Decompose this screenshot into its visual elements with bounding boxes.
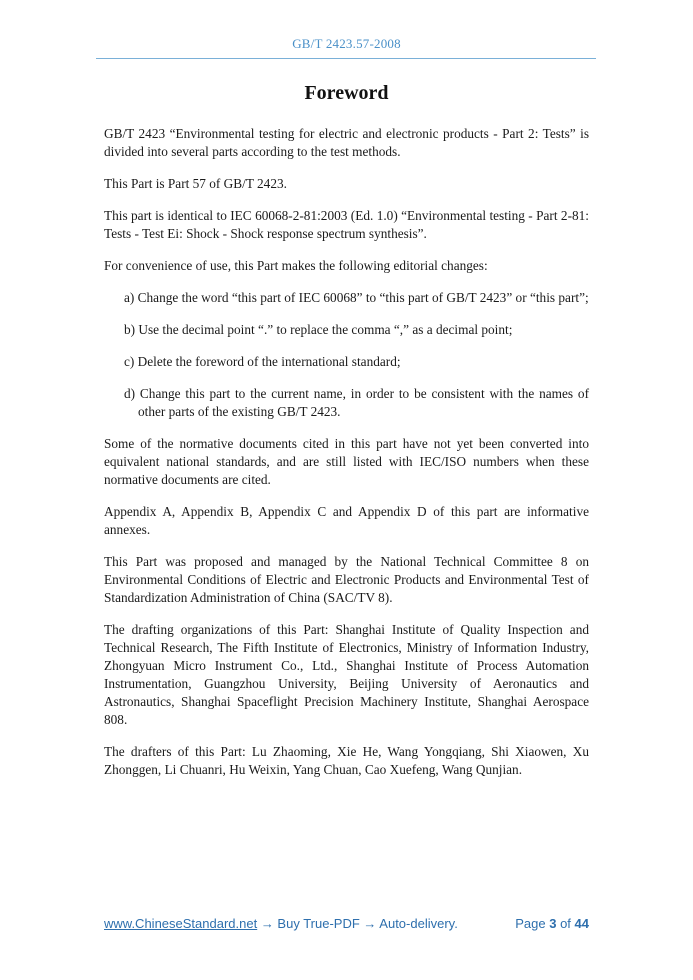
paragraph-normative-documents: Some of the normative documents cited in this part have not yet been converted into equivalent national standards, and are still listed with IEC/ISO numbers when these normative documents are cited. bbox=[104, 436, 589, 487]
paragraph-identical-standard: This part is identical to IEC 60068-2-81:2003 (Ed. 1.0) “Environmental testing - Part 2-81: Tests - Test Ei: Shock - Shock response spectrum synthesis”. bbox=[104, 208, 589, 241]
paragraph-proposed-by: This Part was proposed and managed by the National Technical Committee 8 on Environmental Conditions of Electric and Electronic Products and Environmental Test of Standardization Administration of China (SAC/TV 8). bbox=[104, 554, 589, 605]
site-link[interactable]: www.ChineseStandard.net bbox=[104, 916, 258, 931]
paragraph-part-number: This Part is Part 57 of GB/T 2423. bbox=[104, 176, 287, 191]
list-item-b: b) Use the decimal point “.” to replace the comma “,” as a decimal point; bbox=[124, 322, 513, 337]
paragraph-series-description: GB/T 2423 “Environmental testing for electric and electronic products - Part 2: Tests” is divided into several parts according to the test methods. bbox=[104, 126, 589, 159]
list-item-d: d) Change this part to the current name, in order to be consistent with the names of other parts of the existing GB/T 2423. bbox=[124, 386, 589, 419]
list-item-c: c) Delete the foreword of the international standard; bbox=[124, 354, 401, 369]
page-indicator: Page 3 of 44 bbox=[515, 916, 589, 931]
paragraph-drafters: The drafters of this Part: Lu Zhaoming, Xie He, Wang Yongqiang, Shi Xiaowen, Xu Zhonggen, Li Chuanri, Hu Weixin, Yang Chuan, Cao Xuefeng, Wang Qunjian. bbox=[104, 744, 589, 777]
paragraph-drafting-organizations: The drafting organizations of this Part: Shanghai Institute of Quality Inspection and Technical Research, The Fifth Institute of Electronics, Ministry of Information Industry, Zhongyuan Micro Instrument Co., Ltd., Shanghai Institute of Process Automation Instrumentation, Guangzhou University, Beijing University of Aeronautics and Astronautics, Shanghai Spaceflight Precision Machinery Institute, Shanghai Aerospace 808. bbox=[104, 622, 589, 727]
list-item-a: a) Change the word “this part of IEC 60068” to “this part of GB/T 2423” or “this part”; bbox=[124, 290, 589, 305]
paragraph-editorial-changes-intro: For convenience of use, this Part makes the following editorial changes: bbox=[104, 258, 488, 273]
page-title: Foreword bbox=[304, 82, 389, 104]
header-divider bbox=[96, 58, 596, 59]
footer-tagline: → Buy True-PDF → Auto-delivery. bbox=[257, 916, 458, 931]
document-code-header: GB/T 2423.57-2008 bbox=[292, 36, 401, 51]
footer-promo bbox=[104, 916, 458, 931]
page-footer bbox=[104, 916, 589, 931]
total-page-number: 44 bbox=[574, 916, 589, 931]
current-page-number: 3 bbox=[549, 916, 557, 931]
paragraph-appendices: Appendix A, Appendix B, Appendix C and Appendix D of this part are informative annexes. bbox=[104, 504, 589, 537]
foreword-body bbox=[104, 125, 589, 793]
